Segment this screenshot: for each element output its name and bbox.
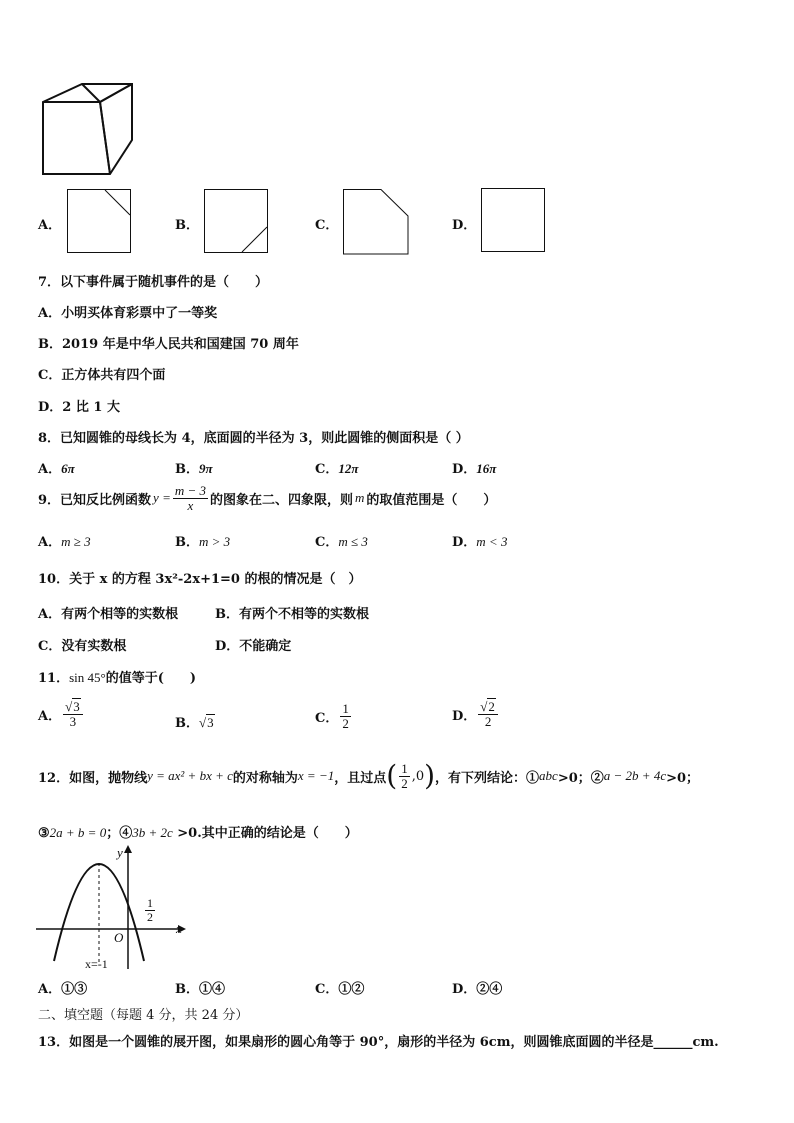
q12-option-d[interactable] <box>452 978 502 997</box>
q12-stem-pre: 12．如图，抛物线 <box>38 770 148 786</box>
q12-c-label: C． <box>315 982 339 997</box>
q9-frac-den: x <box>187 497 194 513</box>
q12-stem-line2 <box>38 822 358 841</box>
q11-sin: sin 45° <box>69 670 106 685</box>
q9-frac-num: m − 3 <box>174 483 207 498</box>
q7-option-d[interactable]: D．2 比 1 大 <box>38 400 120 415</box>
q13-stem <box>38 1031 719 1050</box>
q11-b-rad: 3 <box>207 715 214 730</box>
q12-graph-half-den: 2 <box>147 909 153 924</box>
option-figure-d[interactable] <box>481 188 545 252</box>
q10-option-d[interactable]: D．不能确定 <box>215 639 292 654</box>
q12-stem-mid1: 的对称轴为 <box>232 770 298 786</box>
q12-graph-origin-label: O <box>114 930 124 945</box>
q11-a-frac: $\frac{√3}{3}$ <box>63 700 83 728</box>
q11-b-label: B． <box>175 716 199 731</box>
q11-a-rad: 3 <box>73 699 80 714</box>
section-heading: 二、填空题（每题 4 分，共 24 分） <box>38 1008 249 1023</box>
q12-c1: abc <box>539 768 558 784</box>
q9-y-eq: y = <box>153 490 171 506</box>
q12-pt-den: 2 <box>401 775 408 791</box>
q9-stem <box>38 484 496 512</box>
q8-b-value: 9π <box>199 461 213 476</box>
q11-option-d[interactable] <box>452 700 500 728</box>
q10-option-c[interactable]: C．没有实数根 <box>38 639 127 654</box>
q8-d-value: 16π <box>476 461 497 476</box>
q11-d-frac: $\frac{√2}{2}$ <box>478 700 498 728</box>
q12-stem-mid2: ，且过点 <box>334 770 387 786</box>
solid-figure <box>40 80 140 180</box>
q12-axis: x = −1 <box>297 768 335 784</box>
q9-b-label: B． <box>175 535 199 550</box>
q13-blank[interactable]: ______ <box>653 1035 693 1050</box>
q12-option-a[interactable] <box>38 978 87 997</box>
q12-graph-half-num: 1 <box>147 896 153 910</box>
q12-point-frac <box>399 762 410 790</box>
q11-stem-pre: 11． <box>38 671 70 686</box>
q12-c-value: ①② <box>338 982 365 997</box>
q11-c-frac <box>340 702 351 730</box>
q12-option-b[interactable] <box>175 978 225 997</box>
option-label-b: B． <box>175 218 199 233</box>
q12-line2-end: >0.其中正确的结论是（ ） <box>172 826 358 841</box>
q10-stem: 10．关于 x 的方程 3x²-2x+1=0 的根的情况是（ ） <box>38 572 362 587</box>
q12-a-label: A． <box>38 982 62 997</box>
q12-pt-num: 1 <box>401 761 408 776</box>
q12-c3: 2a + b = 0 <box>49 825 107 840</box>
q12-graph-x-label: x <box>176 921 182 936</box>
q12-stem-line1: 12．如图，抛物线 y = ax² + bx + c 的对称轴为 x = −1 ，且过点 ( $\frac{1}{2}$ ,0 ) ，有下列结论：① abc >0；② a − 2b + 4c >0； <box>38 759 700 793</box>
q9-d-value: m < 3 <box>476 534 508 549</box>
q12-c1-end: >0；② <box>557 770 604 786</box>
q11-d-den: 2 <box>484 713 492 729</box>
q12-line2-mid: ；④ <box>106 826 133 841</box>
q9-a-value: m ≥ 3 <box>61 534 91 549</box>
q10-option-a[interactable]: A．有两个相等的实数根 <box>38 607 179 622</box>
q8-b-label: B． <box>175 462 199 477</box>
q12-a-value: ①③ <box>61 982 88 997</box>
q12-graph-half <box>143 897 157 923</box>
q11-c-label: C． <box>315 710 339 726</box>
option-figure-c[interactable] <box>343 189 409 255</box>
q9-stem-pre: 9．已知反比例函数 <box>38 492 152 508</box>
option-label-d: D． <box>452 218 477 233</box>
q8-a-value: 6π <box>61 461 75 476</box>
q12-option-c[interactable] <box>315 978 364 997</box>
option-label-a: A． <box>38 218 62 233</box>
q11-a-label: A． <box>38 708 62 724</box>
q11-a-den: 3 <box>69 713 77 729</box>
q9-option-c[interactable] <box>315 531 368 550</box>
q12-c2-end: >0； <box>666 770 700 786</box>
q7-option-c[interactable]: C．正方体共有四个面 <box>38 368 166 383</box>
q9-option-d[interactable] <box>452 531 507 550</box>
q13-unit: cm. <box>692 1035 719 1050</box>
q8-c-value: 12π <box>338 461 359 476</box>
q9-fraction <box>173 484 208 512</box>
q9-m: m <box>355 490 365 506</box>
q11-stem <box>38 667 196 686</box>
q11-stem-post: 的值等于( ) <box>105 671 197 686</box>
q8-option-b[interactable] <box>175 458 213 477</box>
option-figure-b[interactable] <box>204 189 268 253</box>
q8-stem: 8．已知圆锥的母线长为 4，底面圆的半径为 3，则此圆锥的侧面积是（ ） <box>38 431 469 446</box>
q9-c-value: m ≤ 3 <box>338 534 368 549</box>
y-axis-arrow <box>124 845 132 853</box>
q8-option-a[interactable] <box>38 458 75 477</box>
q9-a-label: A． <box>38 535 62 550</box>
q7-option-a[interactable]: A．小明买体育彩票中了一等奖 <box>38 306 218 321</box>
q11-c-num: 1 <box>342 701 349 716</box>
q12-stem-mid3: ，有下列结论：① <box>435 770 540 786</box>
q7-option-b[interactable]: B．2019 年是中华人民共和国建国 70 周年 <box>38 337 299 352</box>
q12-pt-y: ,0 <box>411 768 425 784</box>
q12-graph-y-label: y <box>117 845 123 860</box>
option-figure-a[interactable] <box>67 189 131 253</box>
q11-d-label: D． <box>452 708 477 724</box>
q11-option-a[interactable] <box>38 700 85 728</box>
q11-option-b[interactable]: B．√3 <box>175 715 214 731</box>
q9-option-b[interactable] <box>175 531 230 550</box>
q10-option-b[interactable]: B．有两个不相等的实数根 <box>215 607 369 622</box>
q13-stem-text: 13．如图是一个圆锥的展开图，如果扇形的圆心角等于 90°，扇形的半径为 6cm，则圆锥底面圆的半径是 <box>38 1035 654 1050</box>
q11-d-rad: 2 <box>488 699 495 714</box>
q12-b-label: B． <box>175 982 199 997</box>
q12-line2-pre: ③ <box>38 826 50 841</box>
q12-graph-symmetry-label: x=-1 <box>85 957 108 971</box>
q8-c-label: C． <box>315 462 339 477</box>
q9-option-a[interactable] <box>38 531 91 550</box>
q12-d-value: ②④ <box>476 982 503 997</box>
q9-stem-post: 的图象在二、四象限，则 <box>210 492 354 508</box>
q9-c-label: C． <box>315 535 339 550</box>
q12-d-label: D． <box>452 982 477 997</box>
q9-b-value: m > 3 <box>199 534 231 549</box>
q12-c2: a − 2b + 4c <box>603 768 667 784</box>
q8-d-label: D． <box>452 462 477 477</box>
q12-b-value: ①④ <box>199 982 226 997</box>
q9-stem-end: 的取值范围是（ ） <box>366 492 497 508</box>
q9-d-label: D． <box>452 535 477 550</box>
q11-option-c[interactable] <box>315 702 353 730</box>
q8-a-label: A． <box>38 462 62 477</box>
q12-c4: 3b + 2c <box>132 825 173 840</box>
q11-c-den: 2 <box>342 715 349 731</box>
q8-option-d[interactable] <box>452 458 496 477</box>
q12-parabola-graph <box>36 845 186 970</box>
q7-stem: 7．以下事件属于随机事件的是（ ） <box>38 275 269 290</box>
option-label-c: C． <box>315 218 339 233</box>
q12-parabola: y = ax² + bx + c <box>147 768 233 784</box>
q8-option-c[interactable] <box>315 458 358 477</box>
